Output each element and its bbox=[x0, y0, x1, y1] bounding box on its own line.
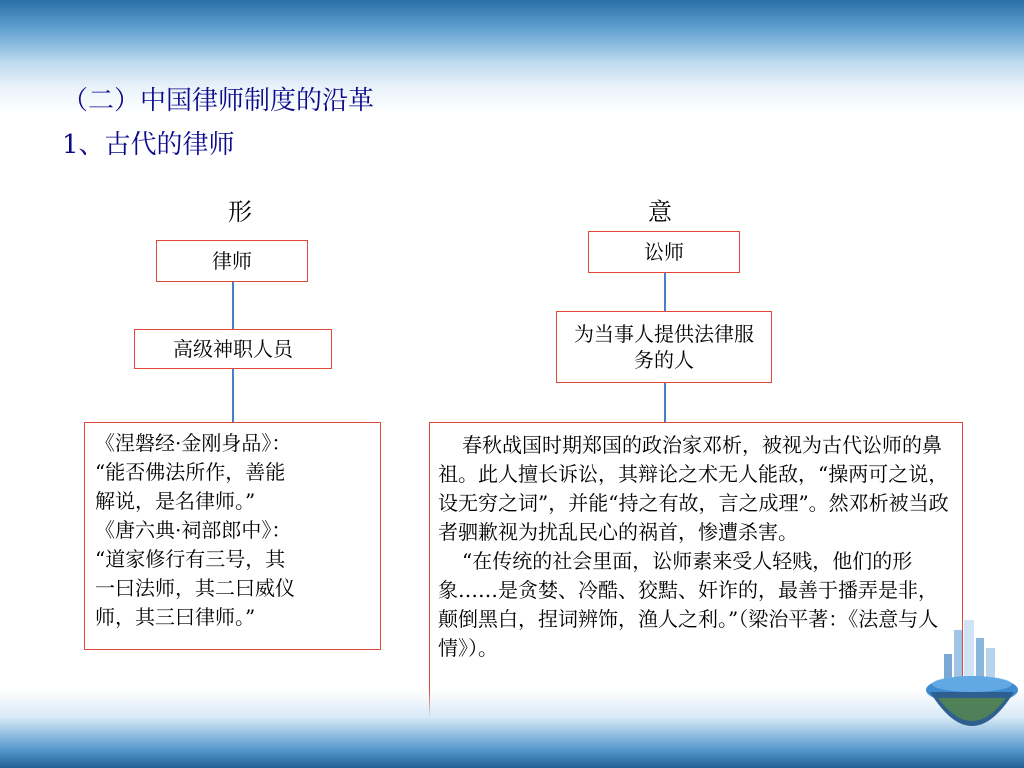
right-paragraph-2: “在传统的社会里面，讼师素来受人轻贱，他们的形象……是贪婪、冷酷、狡黠、奸诈的，最善于播弄是非，颠倒黑白，捏词辨饰，渔人之利。”（梁治平著：《法意与人情》）。 bbox=[438, 549, 939, 660]
left-box-lawyer-label: 律师 bbox=[212, 249, 252, 273]
quote-line: 《涅磐经·金刚身品》： bbox=[95, 431, 292, 455]
right-connector-2 bbox=[664, 383, 666, 422]
quote-line: “道家修行有三号，其 bbox=[95, 547, 286, 571]
left-connector-1 bbox=[232, 282, 234, 329]
left-box-lawyer bbox=[156, 240, 308, 282]
quote-line: 解说，是名律师。” bbox=[95, 489, 256, 513]
quote-line: 一曰法师，其二曰威仪 bbox=[95, 576, 295, 600]
right-box-litigator-label: 讼师 bbox=[644, 240, 684, 264]
right-box-service-provider bbox=[556, 311, 772, 383]
left-quote-box bbox=[84, 422, 381, 650]
quote-line: 《唐六典·祠部郎中》： bbox=[95, 518, 292, 542]
globe-city-icon bbox=[920, 620, 1024, 750]
right-column-heading: 意 bbox=[648, 198, 672, 226]
right-connector-1 bbox=[664, 273, 666, 311]
left-box-clergy bbox=[134, 329, 332, 369]
slide-subtitle: 1、古代的律师 bbox=[62, 130, 235, 160]
quote-line: 师，其三曰律师。” bbox=[95, 605, 256, 629]
left-box-clergy-label: 高级神职人员 bbox=[173, 337, 293, 361]
left-column-heading: 形 bbox=[228, 198, 252, 226]
footer-decoration bbox=[0, 690, 1024, 768]
slide-title: （二）中国律师制度的沿革 bbox=[62, 86, 375, 116]
right-paragraph-1: 春秋战国时期郑国的政治家邓析，被视为古代讼师的鼻祖。此人擅长诉讼，其辩论之术无人能敌，“操两可之说，设无穷之词”，并能“持之有故，言之成理”。然邓析被当政者驷歉视为扰乱民心的祸首，惨遭杀害。 bbox=[438, 433, 949, 544]
right-box-service-provider-label: 为当事人提供法律服务的人 bbox=[574, 322, 754, 372]
left-connector-2 bbox=[232, 369, 234, 422]
quote-line: “能否佛法所作，善能 bbox=[95, 460, 286, 484]
right-box-litigator bbox=[588, 231, 740, 273]
